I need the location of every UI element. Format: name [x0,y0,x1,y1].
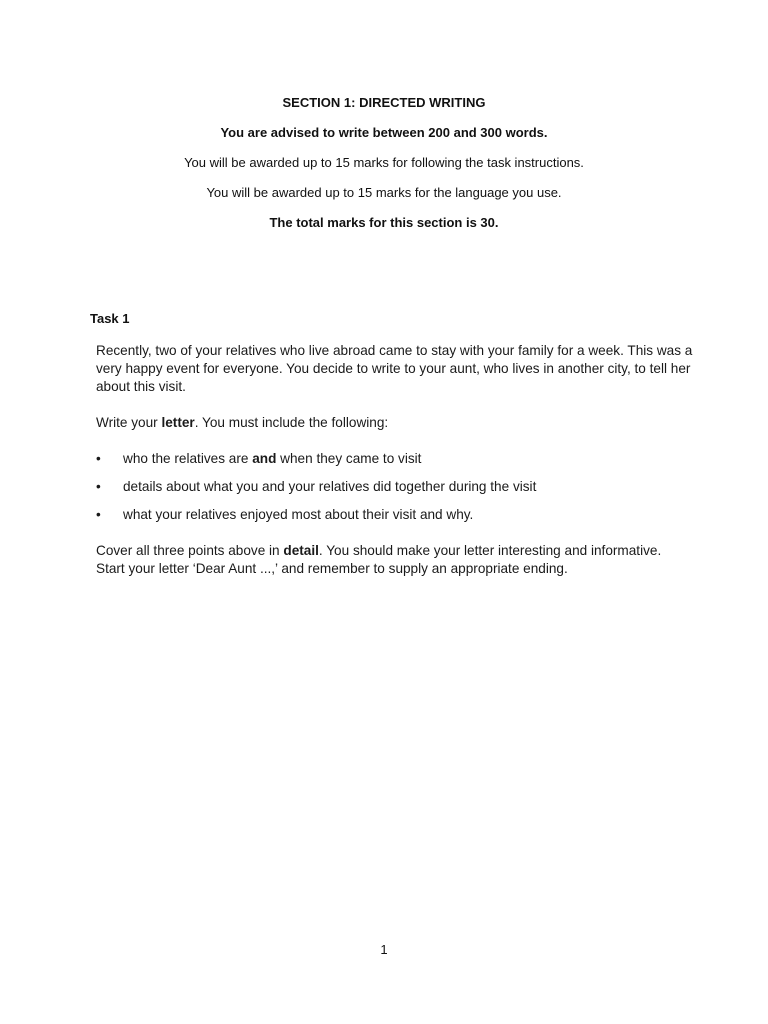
write-suffix: . You must include the following: [194,415,389,430]
bullet1-bold-and: and [252,451,277,466]
bullet3-text: what your relatives enjoyed most about their visit and why. [123,507,474,522]
section-title: SECTION 1: DIRECTED WRITING [282,95,486,110]
marks-task-instructions: You will be awarded up to 15 marks for following the task instructions. [184,155,584,170]
list-item [96,506,716,524]
closing1-part-c: . You should make your letter interesting and informative. [318,543,662,558]
closing-instruction-1 [96,542,716,560]
task-intro: Recently, two of your relatives who live abroad came to stay with your family for a week. This was a very happy event for everyone. You decide to write to your aunt, who lives in another city, to tell her about this visit. [96,343,693,394]
bullet-icon: • [96,507,101,522]
total-marks: The total marks for this section is 30. [269,215,499,230]
bullet2-text: details about what you and your relatives did together during the visit [123,479,537,494]
task-label: Task 1 [90,311,130,326]
bullet-icon: • [96,451,101,466]
bullet-icon: • [96,479,101,494]
marks-language: You will be awarded up to 15 marks for the language you use. [206,185,562,200]
closing-instruction-2: Start your letter ‘Dear Aunt ...,’ and remember to supply an appropriate ending. [96,561,568,576]
bullet1-part-c: when they came to visit [276,451,422,466]
task-bullet-list [96,450,716,524]
task-write-instruction [96,414,716,432]
closing1-part-a: Cover all three points above in [96,543,284,558]
closing1-bold-detail: detail [283,543,319,558]
list-item [96,478,716,496]
page-number: 1 [380,942,388,957]
section-header [0,93,768,232]
list-item [96,450,716,468]
write-prefix: Write your [96,415,162,430]
task-body [96,342,716,578]
word-count-advice: You are advised to write between 200 and 300 words. [220,125,548,140]
bullet1-part-a: who the relatives are [123,451,253,466]
write-bold-letter: letter [161,415,195,430]
